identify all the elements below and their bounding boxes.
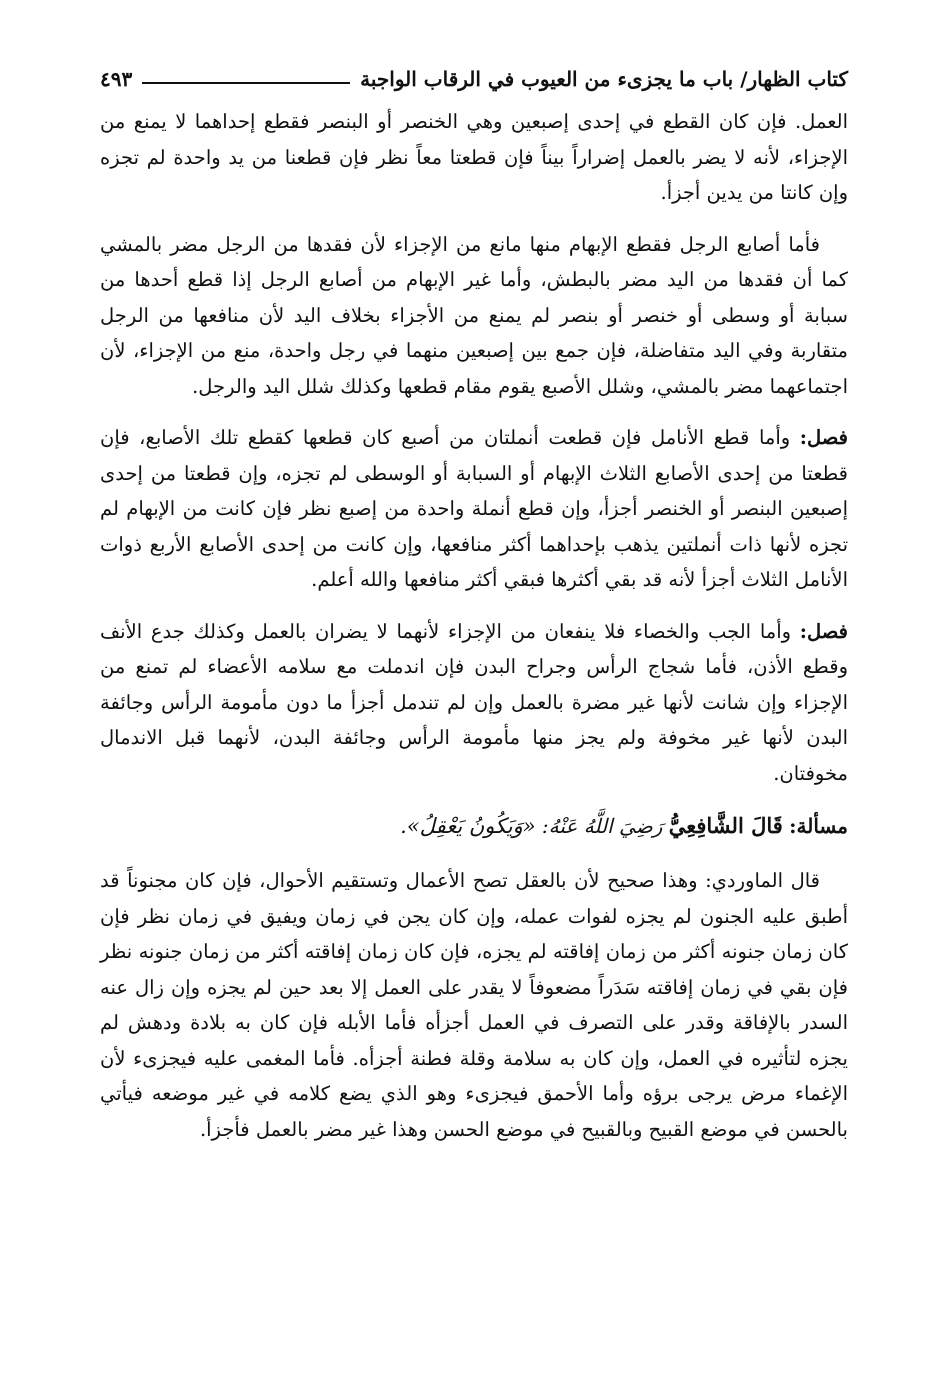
paragraph-4 <box>100 614 848 792</box>
paragraph-text: العمل. فإن كان القطع في إحدى إصبعين وهي الخنصر أو البنصر فقطع إحداهما لا يمنع من الإجزاء، لأنه لا يضر بالعمل إضراراً بيناً فإن قطعتا معاً نظر فإن قطعنا من يد واحدة لم تجزه وإن كانتا من يدين أجزأ. <box>100 110 848 204</box>
paragraph-text: فأما أصابع الرجل فقطع الإبهام منها مانع من الإجزاء لأن فقدها من الرجل مضر بالمشي كما أن فقدها من اليد مضر بالبطش، وأما غير الإبهام من أصابع الرجل إذا قطع أحدها من سبابة أو وسطى أو خنصر أو بنصر لم يمنع من الأجزاء بخلاف اليد لأن منافعها من الرجل متقاربة وفي اليد متفاضلة، فإن جمع بين إصبعين منهما في رجل واحدة، منع من الإجزاء، لأن اجتماعهما مضر بالمشي، وشلل الأصبع يقوم مقام قطعها وكذلك شلل اليد والرجل. <box>100 232 848 398</box>
masala-speaker: قَالَ الشَّافِعِيُّ <box>668 813 783 838</box>
running-title: كتاب الظهار/ باب ما يجزىء من العيوب في الرقاب الواجبة <box>360 67 848 91</box>
paragraph-1 <box>100 104 848 211</box>
paragraph-2 <box>100 227 848 405</box>
masala-quote: «وَيَكُونُ يَعْقِلُ». <box>400 814 536 838</box>
paragraph-text: قال الماوردي: وهذا صحيح لأن بالعقل تصح الأعمال وتستقيم الأحوال، فإن كان مجنوناً قد أطبق عليه الجنون لم يجزه لفوات عمله، وإن كان يجن في زمان ويفيق في زمان نظر فإن كان زمان جنونه أكثر من زمان إفاقته لم يجزه، فإن كان زمان إفاقته أكثر من زمان جنونه نظر فإن بقي في زمان إفاقته سَدَراً مضعوفاً لا يقدر على العمل إلا بعد حين لم يجزه وإن زال عنه السدر بالإفاقة وقدر على التصرف في العمل أجزأه فأما الأبله فإن كان به بلادة ودهش لم يجزه لتأثيره في العمل، وإن كان به سلامة وقلة فطنة أجزأه. فأما المغمى عليه فيجزىء لأن الإغماء مرض يرجى برؤه وأما الأحمق فيجزىء وهو الذي يضع كلامه في غير موضعه فيأتي بالحسن في موضع القبيح وبالقبيح في موضع الحسن وهذا غير مضر بالعمل فأجزأ. <box>100 869 848 1141</box>
paragraph-text: وأما قطع الأنامل فإن قطعت أنملتان من أصبع كان قطعها كقطع تلك الأصابع، فإن قطعتا من إحدى الأصابع الثلاث الإبهام أو السبابة أو الوسطى لم تجزه، وإن قطعتا من إحدى إصبعين البنصر أو الخنصر أجزأ، وإن قطع أنملة واحدة من إصبع نظر فإن كانت من الإبهام لم تجزه لأنها ذات أنملتين يذهب بإحداهما أكثر منافعها، وإن كانت من إحدى الأصابع الأربع ذوات الأنامل الثلاث أجزأ لأنه قد بقي أكثرها فبقي أكثر منافعها والله أعلم. <box>100 426 848 591</box>
paragraph-3 <box>100 420 848 598</box>
masala-line <box>100 807 848 845</box>
paragraph-text: وأما الجب والخصاء فلا ينفعان من الإجزاء لأنهما لا يضران بالعمل وكذلك جدع الأنف وقطع الأذن، فأما شجاج الرأس وجراح البدن فإن اندملت مع سلامه الأعضاء لم تمنع من الإجزاء وإن شانت لأنها غير مضرة بالعمل وإن لم تندمل أجزأ ما دون مأمومة الرأس وجائفة البدن لأنها غير مخوفة ولم يجز منها مأمومة الرأس وجائفة البدن، لأنهما قبل الاندمال مخوفتان. <box>100 619 848 785</box>
section-label: فصل: <box>799 619 848 643</box>
paragraph-5 <box>100 863 848 1147</box>
header-rule <box>142 82 350 84</box>
masala-honorific: رَضِيَ اللَّهُ عَنْهُ: <box>541 814 663 838</box>
running-header <box>100 62 848 96</box>
page-number: ٤٩٣ <box>100 67 133 91</box>
masala-label: مسألة: <box>789 814 848 838</box>
section-label: فصل: <box>799 426 848 449</box>
